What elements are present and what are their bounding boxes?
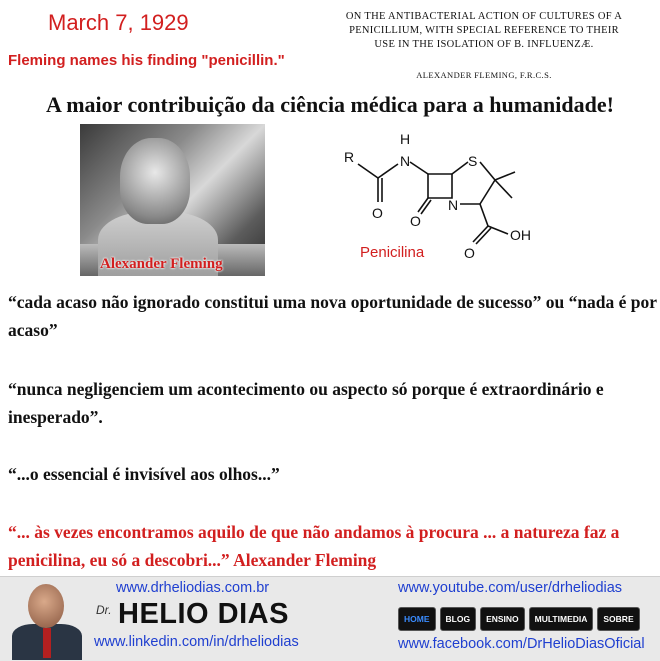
facebook-link[interactable]: www.facebook.com/DrHelioDiasOficial [398,636,645,652]
quote-fleming: “... às vezes encontramos aquilo de que não andamos à procura ... a natureza faz a penicilina, eu só a descobri...” Alexander Fleming [8,522,620,570]
atom-s: S [468,153,478,169]
atom-oh: OH [510,227,531,243]
atom-n-amide: N [400,153,411,169]
atom-r: R [344,149,355,165]
paper-title-line: PENICILLIUM, WITH SPECIAL REFERENCE TO THEIR [349,25,619,36]
photo-caption: Alexander Fleming [100,256,223,272]
penicillin-label: Penicilina [360,244,425,261]
author-head [28,584,64,628]
linkedin-link[interactable]: www.linkedin.com/in/drheliodias [94,634,299,650]
date-heading: March 7, 1929 [48,10,189,35]
author-photo [6,580,86,660]
nav-blog-button[interactable]: BLOG [440,607,477,631]
nav-home-button[interactable]: HOME [398,607,436,631]
atom-n-ring: N [448,197,459,213]
youtube-link[interactable]: www.youtube.com/user/drheliodias [398,580,623,596]
fleming-portrait [120,138,190,224]
headline: A maior contribuição da ciência médica para a humanidade! [46,92,614,117]
nav-multimedia-button[interactable]: MULTIMEDIA [529,607,594,631]
brand-name: HELIO DIAS [118,598,289,630]
quote-negligenciem: “nunca negligenciem um acontecimento ou aspecto só porque é extraordinário e inesperado”. [8,379,604,427]
website-link[interactable]: www.drheliodias.com.br [116,580,270,596]
penicillin-subtitle: Fleming names his finding "penicillin." [8,52,285,69]
nav-ensino-button[interactable]: ENSINO [480,607,525,631]
atom-o-amide: O [372,205,383,221]
atom-o-lactam: O [410,213,421,229]
quote-essencial: “...o essencial é invisível aos olhos...” [8,464,280,484]
nav-bar [398,607,640,631]
paper-author: ALEXANDER FLEMING, F.R.C.S. [416,70,552,80]
paper-title-line: USE IN THE ISOLATION OF B. INFLUENZÆ. [374,39,594,50]
author-tie [43,628,51,658]
paper-title [318,10,650,52]
atom-h: H [400,131,411,147]
atom-o-acid: O [464,245,475,261]
dr-prefix: Dr. [96,603,112,617]
fleming-photo [80,124,265,276]
nav-sobre-button[interactable]: SOBRE [597,607,639,631]
quote-acaso: “cada acaso não ignorado constitui uma nova oportunidade de sucesso” ou “nada é por acaso” [8,292,657,340]
paper-title-line: ON THE ANTIBACTERIAL ACTION OF CULTURES OF A [345,11,623,22]
